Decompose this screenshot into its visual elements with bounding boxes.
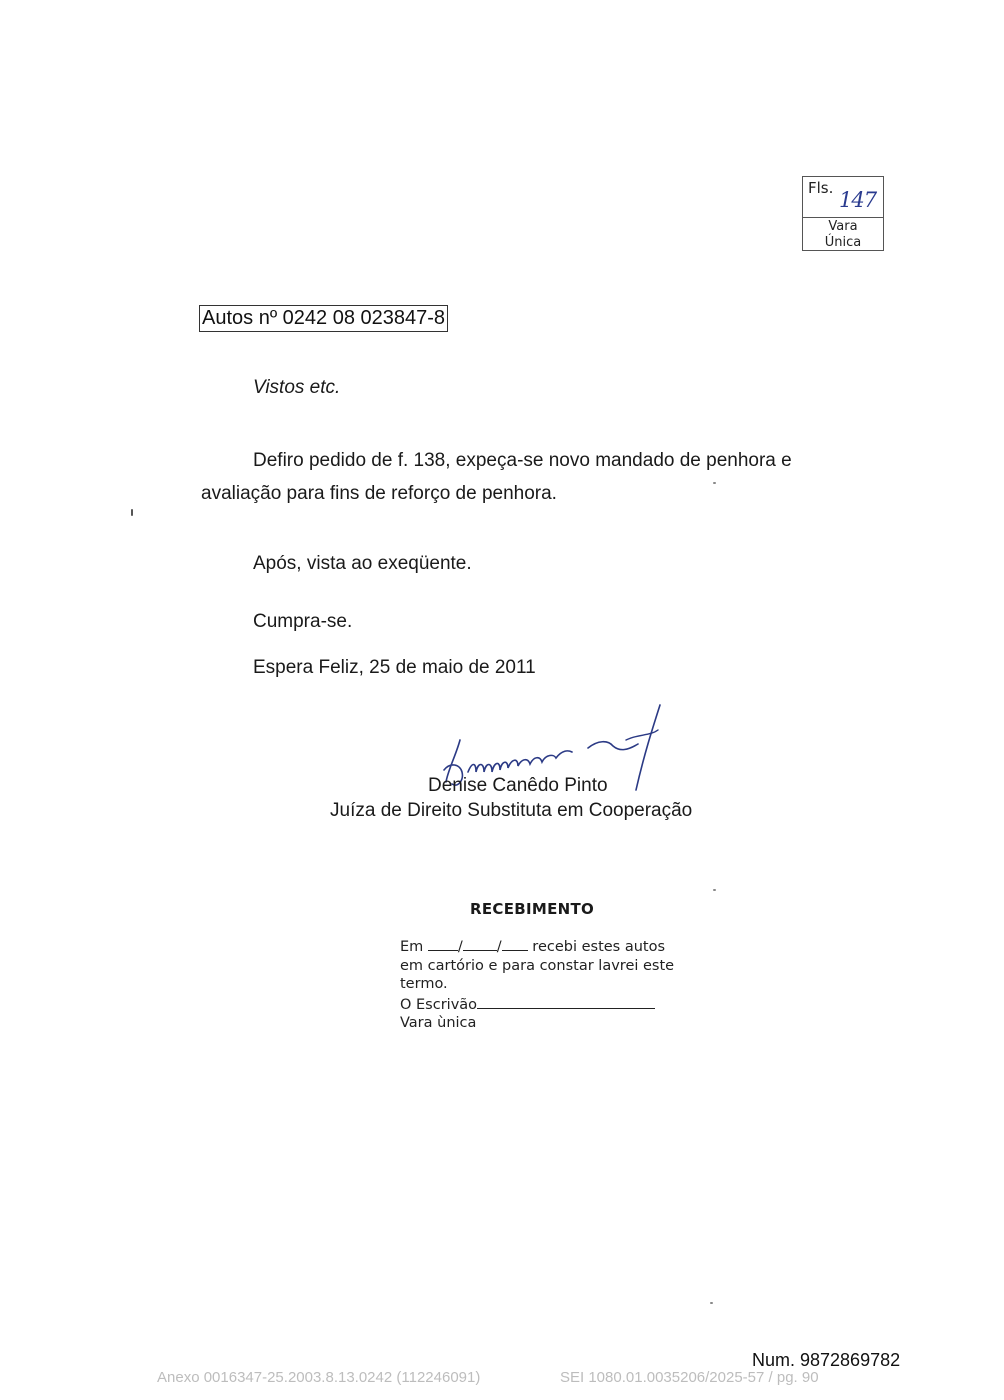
escrivao-label: O Escrivão — [400, 997, 478, 1013]
recebimento-title: RECEBIMENTO — [470, 900, 595, 918]
scan-speck — [710, 1302, 713, 1304]
recebimento-line-4 — [400, 996, 655, 1013]
recebimento-recebi: recebi estes autos — [527, 939, 666, 955]
escrivao-signature-line — [477, 996, 655, 1009]
cumpra-text: Cumpra-se. — [253, 611, 353, 632]
signer-name: Denise Canêdo Pinto — [428, 775, 608, 796]
place-date: Espera Feliz, 25 de maio de 2011 — [253, 657, 536, 678]
recebimento-line-2: em cartório e para constar lavrei este — [400, 958, 675, 974]
scan-speck — [713, 482, 716, 484]
apos-text: Após, vista ao exeqüente. — [253, 553, 472, 574]
date-separator: / — [496, 939, 502, 955]
footer-sei: SEI 1080.01.0035206/2025-57 / pg. 90 — [560, 1369, 819, 1386]
scan-speck — [713, 889, 716, 891]
fls-stamp — [802, 176, 884, 251]
year-blank — [502, 938, 528, 951]
stamp-vara — [803, 219, 883, 251]
fls-number: 147 — [839, 188, 877, 212]
recebimento-line-3: termo. — [400, 976, 448, 992]
fls-label: Fls. — [808, 179, 834, 197]
recebimento-line-5: Vara ùnica — [400, 1015, 477, 1031]
case-number-box: Autos nº 0242 08 023847-8 — [199, 305, 448, 332]
day-blank — [428, 938, 458, 951]
recebimento-line-1 — [400, 938, 665, 955]
month-blank — [463, 938, 497, 951]
scan-speck — [131, 509, 133, 516]
recebimento-em: Em — [400, 939, 424, 955]
defiro-line-2: avaliação para fins de reforço de penhora. — [201, 483, 557, 504]
stamp-vara-line2: Única — [824, 235, 862, 250]
vistos-text: Vistos etc. — [253, 377, 341, 398]
stamp-divider — [803, 217, 883, 218]
stamp-vara-line1: Vara — [828, 219, 858, 234]
footer-anexo: Anexo 0016347-25.2003.8.13.0242 (112246091) — [157, 1369, 481, 1386]
defiro-line-1: Defiro pedido de f. 138, expeça-se novo mandado de penhora e — [253, 450, 792, 471]
document-number: Num. 9872869782 — [752, 1350, 901, 1370]
signer-role: Juíza de Direito Substituta em Cooperação — [330, 800, 693, 821]
date-separator: / — [457, 939, 463, 955]
